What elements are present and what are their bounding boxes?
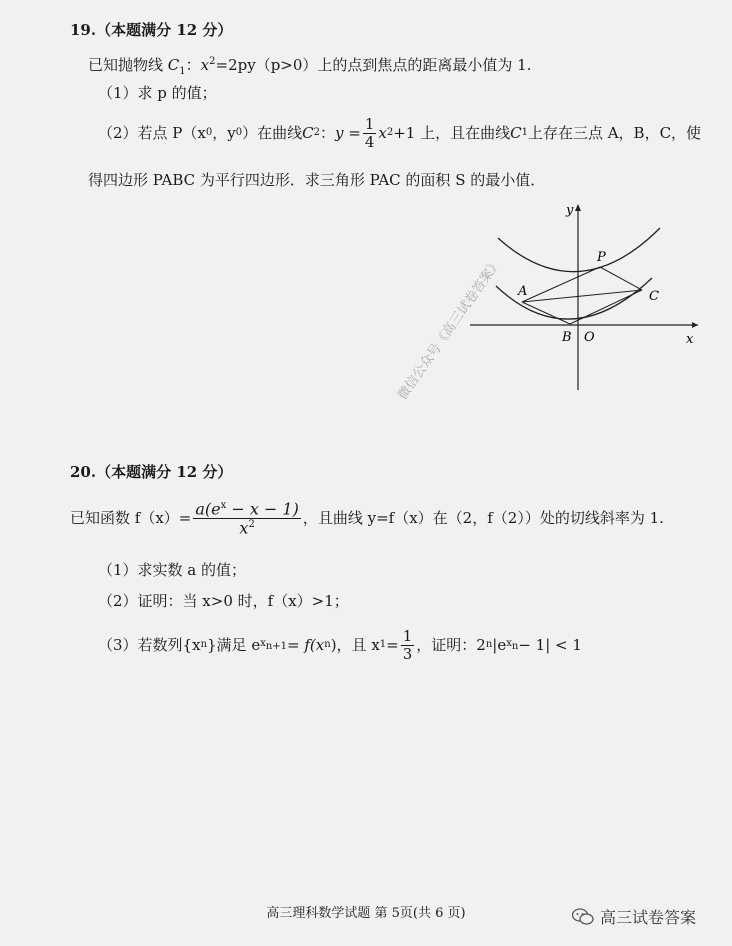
label-x: x: [686, 332, 694, 347]
x-axis-arrow: [692, 322, 698, 328]
label-p: P: [597, 250, 606, 265]
segment-pc: [600, 267, 642, 290]
q20-part3: （3）若数列{x n }满足 e $x_{n+1}$ = f(x n )，且 x 1 = $\frac{1}{3}$ ，证明：2 n |e $x_n$ − 1| < 1: [98, 627, 582, 663]
q19-part2-line2: 得四边形 PABC 为平行四边形．求三角形 PAC 的面积 S 的最小值．: [88, 171, 546, 189]
watermark-text: 微信公众号《高三试卷答案》: [395, 255, 505, 403]
brand-badge: [572, 905, 696, 928]
q19-part2: （2）若点 P（x 0 ，y 0 ）在曲线 C 2 ： y = $\frac{1}{4}$ x 2 +1 上，且在曲线 C 1 上存在三点 A，B，C，使: [98, 115, 702, 151]
segment-bc: [570, 290, 642, 324]
q20-part1: （1）求实数 a 的值；: [98, 561, 247, 579]
q19-heading: 19.（本题满分 12 分）: [70, 21, 233, 39]
wechat-icon: [572, 908, 594, 926]
q20-part3-fraction: $\frac{1}{3}$: [402, 627, 413, 663]
parabola-graph: [470, 200, 702, 395]
segment-ab: [522, 302, 570, 324]
curve-c2: [498, 228, 660, 272]
label-o: O: [584, 330, 595, 345]
y-axis-arrow: [575, 204, 581, 211]
page-footer: 高三理科数学试题 第 5页(共 6 页): [266, 906, 466, 921]
label-b: B: [562, 330, 572, 345]
segment-ap: [522, 267, 600, 302]
q20-intro: 已知函数 f（x）= $\frac{a(e^x - x - 1)}{x^2}$ ，且曲线 y=f（x）在（2，f（2））处的切线斜率为 1.: [70, 499, 664, 538]
label-c: C: [649, 289, 659, 304]
q19-fraction: $\frac{1}{4}$: [364, 115, 375, 151]
q19-intro: 已知抛物线 $C_1$：$x^2=2py(p>0)$上的点到焦点的距离最小值为 1.: [88, 56, 532, 77]
q19-part1: （1）求 p 的值；: [98, 84, 217, 102]
brand-name: 高三试卷答案: [600, 908, 697, 927]
q20-heading: 20.（本题满分 12 分）: [70, 463, 233, 481]
label-y: y: [566, 203, 574, 218]
q20-part2: （2）证明：当 x>0 时，f（x）>1；: [98, 592, 349, 610]
label-a: A: [518, 284, 528, 299]
q20-fraction: $\frac{a(e^x - x - 1)}{x^2}$: [195, 499, 299, 538]
